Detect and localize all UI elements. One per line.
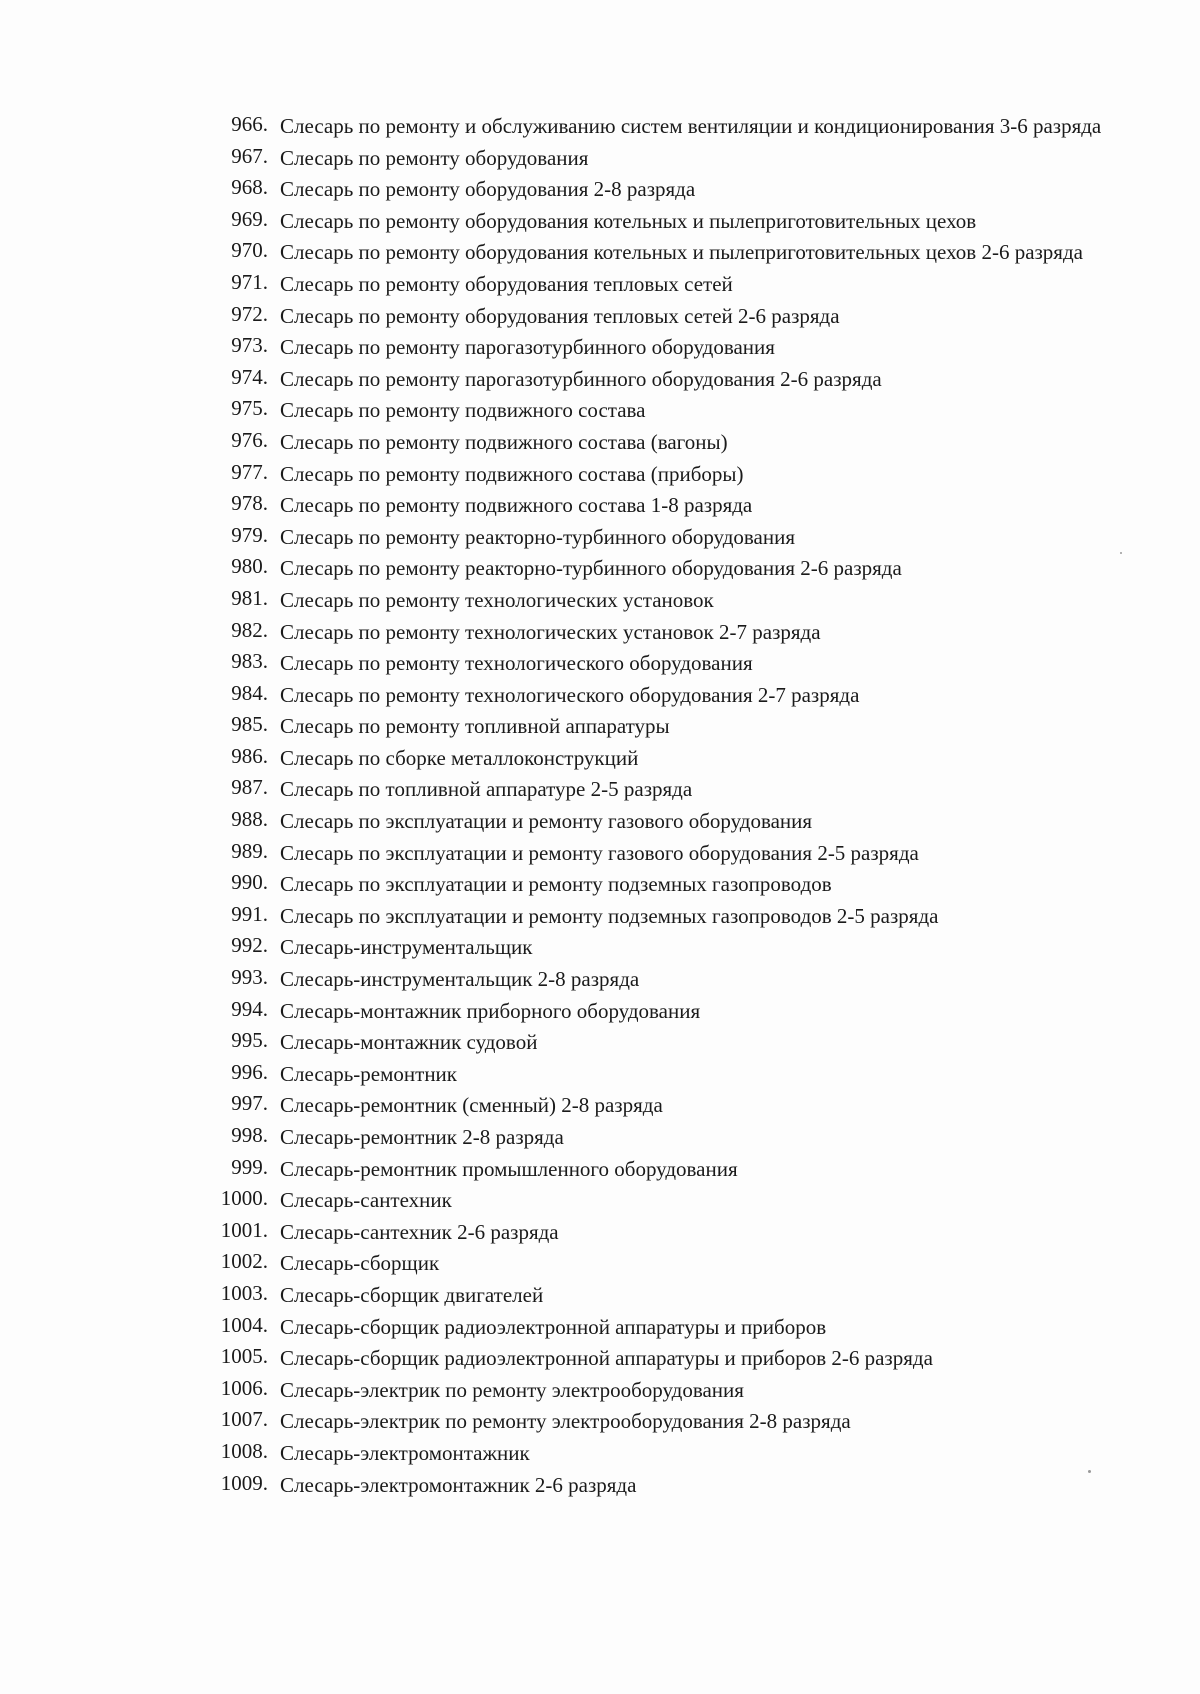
- list-item: [214, 489, 1174, 521]
- item-number: 983.: [231, 649, 268, 674]
- item-text: Слесарь-ремонтник промышленного оборудования: [280, 1156, 738, 1181]
- list-item: [214, 1342, 1174, 1374]
- item-text: Слесарь по ремонту технологических установок: [280, 587, 714, 612]
- list-item: [214, 394, 1174, 426]
- item-text: Слесарь-электрик по ремонту электрооборудования 2-8 разряда: [280, 1409, 851, 1434]
- item-number: 972.: [231, 301, 268, 326]
- item-number: 993.: [231, 965, 268, 990]
- item-number: 1004.: [220, 1312, 268, 1337]
- list-item: [214, 1121, 1174, 1153]
- list-item: [214, 521, 1174, 553]
- list-item: [214, 900, 1174, 932]
- item-number: 982.: [231, 617, 268, 642]
- list-item: [214, 995, 1174, 1027]
- list-item: [214, 426, 1174, 458]
- list-item: [214, 837, 1174, 869]
- item-text: Слесарь-сантехник 2-6 разряда: [280, 1219, 559, 1244]
- item-text: Слесарь по эксплуатации и ремонту подземных газопроводов: [280, 872, 832, 897]
- list-item: [214, 300, 1174, 332]
- item-number: 978.: [231, 491, 268, 516]
- item-number: 980.: [231, 554, 268, 579]
- item-number: 1001.: [220, 1217, 268, 1242]
- item-text: Слесарь по ремонту оборудования 2-8 разряда: [280, 177, 696, 202]
- item-number: 1005.: [220, 1344, 268, 1369]
- item-text: Слесарь по ремонту подвижного состава (вагоны): [280, 429, 728, 454]
- item-number: 1009.: [220, 1470, 268, 1495]
- item-text: Слесарь по ремонту подвижного состава (приборы): [280, 461, 744, 486]
- item-number: 969.: [231, 206, 268, 231]
- item-text: Слесарь по ремонту технологических установок 2-7 разряда: [280, 619, 821, 644]
- item-text: Слесарь-ремонтник: [280, 1061, 458, 1086]
- item-text: Слесарь-электромонтажник: [280, 1440, 530, 1465]
- list-item: [214, 742, 1174, 774]
- list-item: [214, 142, 1174, 174]
- item-text: Слесарь по ремонту подвижного состава: [280, 398, 646, 423]
- item-number: 981.: [231, 585, 268, 610]
- item-number: 992.: [231, 933, 268, 958]
- list-item: [214, 1247, 1174, 1279]
- list-item: [214, 268, 1174, 300]
- item-text: Слесарь по ремонту парогазотурбинного оборудования 2-6 разряда: [280, 366, 882, 391]
- item-number: 1007.: [220, 1407, 268, 1432]
- list-item: [214, 647, 1174, 679]
- list-item: [214, 1026, 1174, 1058]
- list-item: [214, 110, 1174, 142]
- list-item: [214, 679, 1174, 711]
- item-number: 995.: [231, 1028, 268, 1053]
- item-number: 975.: [231, 396, 268, 421]
- list-item: [214, 616, 1174, 648]
- item-text: Слесарь по ремонту технологического оборудования 2-7 разряда: [280, 682, 860, 707]
- item-text: Слесарь по ремонту оборудования котельных и пылеприготовительных цехов 2-6 разряда: [280, 240, 1083, 265]
- item-number: 989.: [231, 838, 268, 863]
- list-item: [214, 1058, 1174, 1090]
- item-number: 1002.: [220, 1249, 268, 1274]
- item-text: Слесарь по ремонту оборудования тепловых сетей 2-6 разряда: [280, 303, 840, 328]
- item-text: Слесарь-монтажник судовой: [280, 1030, 538, 1055]
- list-item: [214, 868, 1174, 900]
- item-text: Слесарь-монтажник приборного оборудования: [280, 998, 701, 1023]
- list-item: [214, 1405, 1174, 1437]
- list-item: [214, 458, 1174, 490]
- list-item: [214, 1279, 1174, 1311]
- item-text: Слесарь по эксплуатации и ремонту подземных газопроводов 2-5 разряда: [280, 903, 939, 928]
- list-item: [214, 173, 1174, 205]
- scan-speck: [1088, 1470, 1091, 1473]
- item-number: 1006.: [220, 1375, 268, 1400]
- list-item: [214, 1089, 1174, 1121]
- list-item: [214, 552, 1174, 584]
- item-number: 991.: [231, 901, 268, 926]
- item-number: 1000.: [220, 1186, 268, 1211]
- item-text: Слесарь-сборщик: [280, 1251, 440, 1276]
- list-item: [214, 1374, 1174, 1406]
- item-number: 986.: [231, 743, 268, 768]
- item-text: Слесарь по ремонту оборудования: [280, 145, 589, 170]
- list-item: [214, 363, 1174, 395]
- item-number: 966.: [231, 112, 268, 136]
- list-item: [214, 236, 1174, 268]
- item-number: 976.: [231, 427, 268, 452]
- item-number: 996.: [231, 1059, 268, 1084]
- list-item: [214, 773, 1174, 805]
- item-text: Слесарь-инструментальщик: [280, 935, 533, 960]
- item-number: 999.: [231, 1154, 268, 1179]
- item-text: Слесарь по эксплуатации и ремонту газового оборудования 2-5 разряда: [280, 840, 919, 865]
- item-number: 987.: [231, 775, 268, 800]
- item-number: 997.: [231, 1091, 268, 1116]
- item-number: 1008.: [220, 1438, 268, 1463]
- item-text: Слесарь по ремонту технологического оборудования: [280, 651, 753, 676]
- item-number: 990.: [231, 870, 268, 895]
- list-item: [214, 205, 1174, 237]
- item-number: 994.: [231, 996, 268, 1021]
- scan-speck: [1120, 552, 1122, 554]
- item-text: Слесарь-электромонтажник 2-6 разряда: [280, 1472, 637, 1497]
- item-text: Слесарь-ремонтник 2-8 разряда: [280, 1125, 564, 1149]
- list-item: [214, 1184, 1174, 1216]
- list-item: [214, 963, 1174, 995]
- item-text: Слесарь-ремонтник (сменный) 2-8 разряда: [280, 1093, 663, 1118]
- item-text: Слесарь по топливной аппаратуре 2-5 разряда: [280, 777, 693, 802]
- list-item: [214, 331, 1174, 363]
- list-item: [214, 1216, 1174, 1248]
- item-text: Слесарь по ремонту оборудования котельных и пылеприготовительных цехов: [280, 208, 977, 233]
- item-text: Слесарь по ремонту реакторно-турбинного оборудования 2-6 разряда: [280, 556, 902, 581]
- item-text: Слесарь по ремонту оборудования тепловых сетей: [280, 271, 733, 296]
- item-number: 979.: [231, 522, 268, 547]
- list-item: [214, 1437, 1174, 1469]
- list-item: [214, 1469, 1174, 1501]
- item-text: Слесарь по ремонту и обслуживанию систем вентиляции и кондиционирования 3-6 разряда: [280, 114, 1102, 138]
- profession-list: [214, 110, 1174, 1500]
- list-item: [214, 1311, 1174, 1343]
- item-text: Слесарь-сборщик радиоэлектронной аппаратуры и приборов 2-6 разряда: [280, 1346, 933, 1371]
- list-item: [214, 584, 1174, 616]
- item-number: 984.: [231, 680, 268, 705]
- list-item: [214, 710, 1174, 742]
- list-item: [214, 931, 1174, 963]
- item-number: 1003.: [220, 1280, 268, 1305]
- item-text: Слесарь по ремонту реакторно-турбинного оборудования: [280, 524, 796, 549]
- item-text: Слесарь по ремонту топливной аппаратуры: [280, 714, 670, 739]
- item-text: Слесарь-сборщик двигателей: [280, 1282, 544, 1307]
- item-number: 974.: [231, 364, 268, 389]
- item-number: 967.: [231, 143, 268, 168]
- item-number: 988.: [231, 807, 268, 832]
- list-item: [214, 805, 1174, 837]
- item-number: 977.: [231, 459, 268, 484]
- item-text: Слесарь-сантехник: [280, 1188, 452, 1213]
- item-text: Слесарь по ремонту парогазотурбинного оборудования: [280, 335, 775, 360]
- item-text: Слесарь по эксплуатации и ремонту газового оборудования: [280, 809, 813, 834]
- item-number: 971.: [231, 269, 268, 294]
- item-number: 968.: [231, 175, 268, 200]
- list-item: [214, 1153, 1174, 1185]
- item-number: 973.: [231, 333, 268, 358]
- item-text: Слесарь-электрик по ремонту электрооборудования: [280, 1377, 744, 1402]
- item-number: 985.: [231, 712, 268, 737]
- item-text: Слесарь-инструментальщик 2-8 разряда: [280, 967, 640, 992]
- item-number: 970.: [231, 238, 268, 263]
- item-text: Слесарь по сборке металлоконструкций: [280, 745, 639, 770]
- item-text: Слесарь по ремонту подвижного состава 1-8 разряда: [280, 493, 753, 518]
- item-text: Слесарь-сборщик радиоэлектронной аппаратуры и приборов: [280, 1314, 827, 1339]
- item-number: 998.: [231, 1123, 268, 1147]
